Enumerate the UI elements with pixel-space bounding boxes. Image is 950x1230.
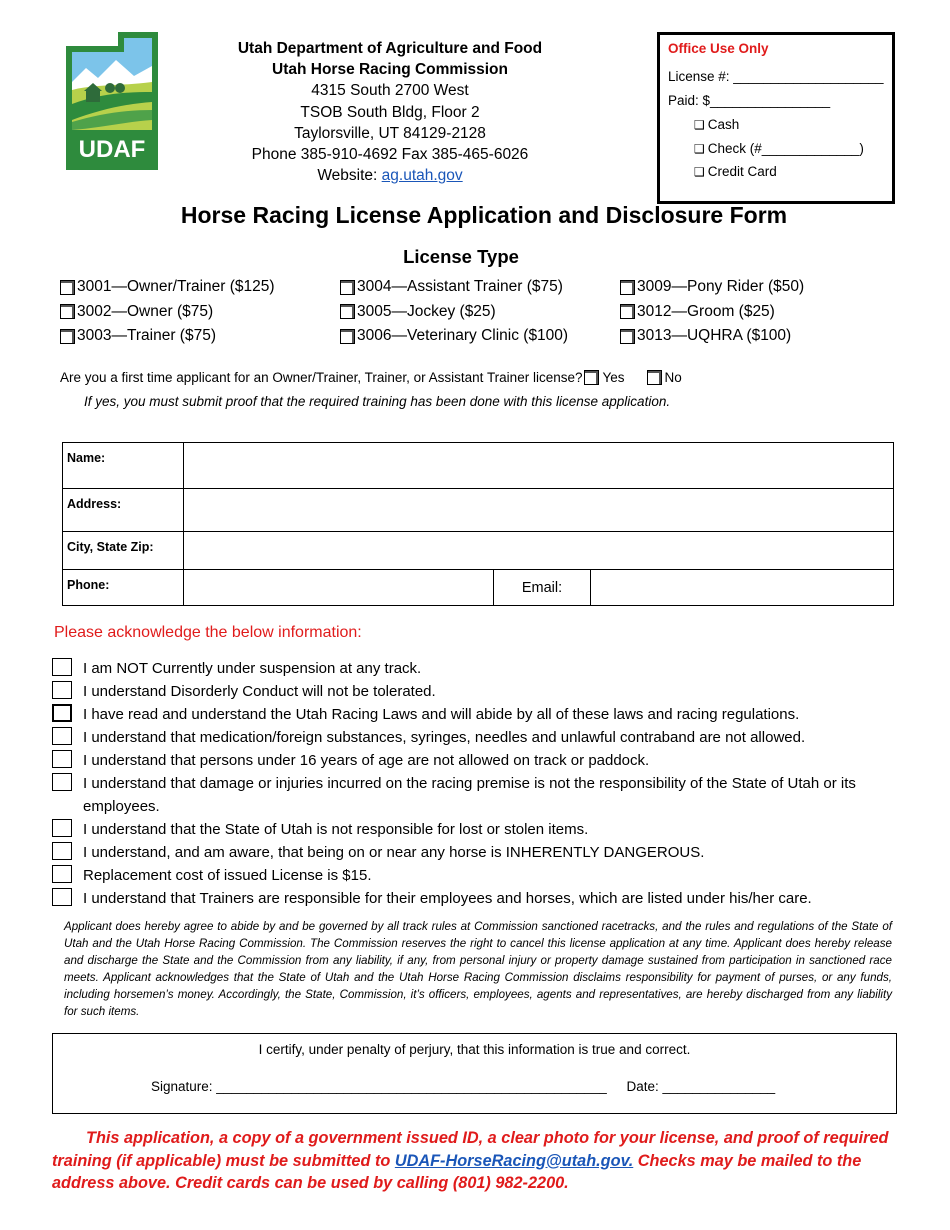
email-input[interactable]	[591, 570, 893, 606]
signature-date-row	[151, 1079, 775, 1094]
name-row	[63, 443, 893, 489]
footer-text-2: Checks may be mailed to the address above. Credit cards can be used by calling (801) 982-2200.	[52, 1151, 862, 1192]
license-option-3001[interactable]	[60, 276, 275, 298]
ack-checkbox[interactable]	[52, 773, 72, 791]
ack-text: I understand that persons under 16 years of age are not allowed on track or paddock.	[83, 752, 650, 769]
legal-disclaimer: Applicant does hereby agree to abide by and be governed by all track rules at Commission sanctioned racetracks, and the rules and regulations of the State of Utah and the Utah Horse Racing Commission. The Commission reserves the right to cancel this license application at any time. Applicant does hereby release and discharge the State and the Commission from any liability, if any, from personal injury or property damage sustained from participation in sanctioned race meets. Applicant acknowledges that the State of Utah and the Utah Horse Racing Commission disclaims responsibility for payment of purses, or any funds, including horsemen’s money. Accordingly, the State, Commission, it’s officers, employees, agents and representatives, are hereby discharged from any liability for such items.	[64, 920, 892, 1018]
checkbox[interactable]	[340, 304, 355, 319]
city-state-zip-input[interactable]	[184, 532, 893, 569]
checkbox[interactable]	[340, 329, 355, 344]
applicant-info-table	[62, 442, 894, 606]
first-time-question	[60, 370, 682, 385]
checkbox[interactable]	[620, 304, 635, 319]
checkbox[interactable]	[340, 280, 355, 295]
checkbox-icon: ❑	[694, 165, 705, 179]
license-label: 3005—Jockey ($25)	[357, 302, 496, 320]
checkbox[interactable]	[620, 329, 635, 344]
certification-statement: I certify, under penalty of perjury, that this information is true and correct.	[258, 1042, 691, 1057]
phone-fax: Phone 385-910-4692 Fax 385-465-6026	[251, 146, 529, 164]
license-option-3006[interactable]	[340, 325, 568, 347]
checkbox[interactable]	[60, 280, 75, 295]
ack-checkbox[interactable]	[52, 819, 72, 837]
submission-instructions	[52, 1127, 902, 1195]
acknowledge-heading: Please acknowledge the below information:	[54, 624, 362, 641]
ack-text: I am NOT Currently under suspension at any track.	[83, 660, 422, 677]
ack-checkbox[interactable]	[52, 888, 72, 906]
submission-email-link[interactable]: UDAF-HorseRacing@utah.gov.	[394, 1151, 634, 1170]
license-label: 3001—Owner/Trainer ($125)	[77, 278, 275, 295]
ack-item-damage[interactable]	[52, 772, 883, 818]
license-option-3004[interactable]	[340, 276, 568, 298]
name-input[interactable]	[184, 443, 893, 488]
phone-row	[63, 570, 893, 606]
ack-item-age[interactable]	[52, 749, 883, 772]
ack-text: I have read and understand the Utah Racing Laws and will abide by all of these laws and racing regulations.	[83, 706, 800, 723]
ack-checkbox[interactable]	[52, 681, 72, 699]
certification-box	[52, 1033, 897, 1114]
license-label: 3013—UQHRA ($100)	[637, 327, 792, 344]
address-line-3: Taylorsville, UT 84129-2128	[294, 124, 486, 142]
ack-text: I understand that Trainers are responsible for their employees and horses, which are listed under his/her care.	[83, 890, 812, 907]
checkbox-icon: ❑	[694, 118, 705, 132]
date-field[interactable]: Date: _______________	[626, 1079, 776, 1094]
payment-cash-option[interactable]	[668, 113, 884, 137]
payment-credit-option[interactable]	[668, 160, 884, 184]
phone-input[interactable]	[184, 570, 492, 606]
ack-item-medication[interactable]	[52, 726, 883, 749]
license-label: 3002—Owner ($75)	[77, 302, 214, 320]
ack-checkbox[interactable]	[52, 842, 72, 860]
ack-text: I understand Disorderly Conduct will not be tolerated.	[83, 683, 436, 700]
office-use-title: Office Use Only	[668, 41, 769, 56]
table-divider	[183, 443, 184, 605]
first-time-no-label: No	[664, 370, 682, 385]
license-option-3005[interactable]	[340, 301, 568, 323]
license-option-3003[interactable]	[60, 325, 275, 347]
license-column-2	[340, 276, 568, 347]
payment-check-option[interactable]	[668, 137, 884, 161]
address-input[interactable]	[184, 489, 893, 531]
ack-text: Replacement cost of issued License is $15.	[83, 867, 372, 884]
ack-item-danger[interactable]	[52, 841, 883, 864]
license-number-field[interactable]: License #: ____________________	[668, 69, 884, 84]
ack-text: I understand that the State of Utah is not responsible for lost or stolen items.	[83, 821, 589, 838]
license-label: 3009—Pony Rider ($50)	[637, 278, 805, 295]
license-option-3009[interactable]	[620, 276, 804, 298]
first-time-note: If yes, you must submit proof that the required training has been done with this license application.	[84, 394, 671, 409]
udaf-logo	[64, 30, 160, 172]
office-use-box	[657, 32, 895, 204]
license-type-heading: License Type	[403, 246, 519, 267]
city-state-zip-label: City, State Zip:	[67, 540, 154, 554]
department-name: Utah Department of Agriculture and Food	[237, 40, 543, 57]
first-time-yes-label: Yes	[602, 370, 625, 385]
website-label: Website:	[317, 167, 378, 185]
license-option-3012[interactable]	[620, 301, 804, 323]
acknowledgement-list	[52, 657, 902, 909]
ack-item-racing-laws[interactable]	[52, 703, 883, 726]
signature-field[interactable]: Signature: ____________________________________________________	[151, 1079, 607, 1094]
website-row	[200, 165, 580, 186]
ack-text: I understand, and am aware, that being on or near any horse is INHERENTLY DANGEROUS.	[83, 844, 705, 861]
ack-text: I understand that damage or injuries incurred on the racing premise is not the responsibility of the State of Utah or its employees.	[83, 775, 856, 815]
license-label: 3004—Assistant Trainer ($75)	[357, 278, 563, 295]
credit-label: Credit Card	[707, 164, 777, 179]
email-label: Email:	[493, 569, 591, 606]
address-line-1: 4315 South 2700 West	[311, 82, 469, 100]
license-label: 3003—Trainer ($75)	[77, 327, 216, 344]
cash-label: Cash	[707, 117, 740, 132]
license-label: 3012—Groom ($25)	[637, 302, 775, 320]
name-label: Name:	[67, 451, 106, 465]
checkbox[interactable]	[60, 304, 75, 319]
first-time-question-text: Are you a first time applicant for an Owner/Trainer, Trainer, or Assistant Trainer license?	[60, 370, 583, 385]
form-title: Horse Racing License Application and Disclosure Form	[180, 202, 788, 228]
address-label: Address:	[67, 497, 122, 511]
ack-checkbox[interactable]	[52, 750, 72, 768]
city-row	[63, 532, 893, 570]
commission-name: Utah Horse Racing Commission	[272, 61, 508, 79]
ack-item-suspension[interactable]	[52, 657, 883, 680]
license-option-3013[interactable]	[620, 325, 804, 347]
ack-item-conduct[interactable]	[52, 680, 883, 703]
first-time-no-checkbox[interactable]	[647, 370, 662, 385]
ack-checkbox[interactable]	[52, 704, 72, 722]
organization-header	[200, 38, 580, 186]
checkbox[interactable]	[60, 329, 75, 344]
ack-item-replacement[interactable]	[52, 864, 883, 887]
logo-text: UDAF	[78, 136, 146, 163]
ack-text: I understand that medication/foreign substances, syringes, needles and unlawful contraband are not allowed.	[83, 729, 806, 746]
ack-item-lost-items[interactable]	[52, 818, 883, 841]
checkbox-icon: ❑	[694, 141, 705, 156]
license-column-3	[620, 276, 804, 347]
paid-amount-field[interactable]: Paid: $________________	[668, 93, 831, 108]
checkbox[interactable]	[620, 280, 635, 295]
ack-item-trainers[interactable]	[52, 887, 883, 910]
address-line-2: TSOB South Bldg, Floor 2	[300, 103, 480, 121]
ack-checkbox[interactable]	[52, 727, 72, 745]
license-option-3002[interactable]	[60, 301, 275, 323]
footer-text-1: This application, a copy of a government issued ID, a clear photo for your license, and proof of required training (if applicable) must be submitted to	[52, 1129, 889, 1170]
license-column-1	[60, 276, 275, 347]
ack-checkbox[interactable]	[52, 865, 72, 883]
address-row	[63, 489, 893, 532]
check-label: Check (#_____________)	[707, 140, 864, 156]
license-label: 3006—Veterinary Clinic ($100)	[357, 327, 569, 344]
first-time-yes-checkbox[interactable]	[584, 370, 599, 385]
website-link[interactable]: ag.utah.gov	[381, 167, 463, 185]
phone-label: Phone:	[67, 578, 110, 592]
ack-checkbox[interactable]	[52, 658, 72, 676]
